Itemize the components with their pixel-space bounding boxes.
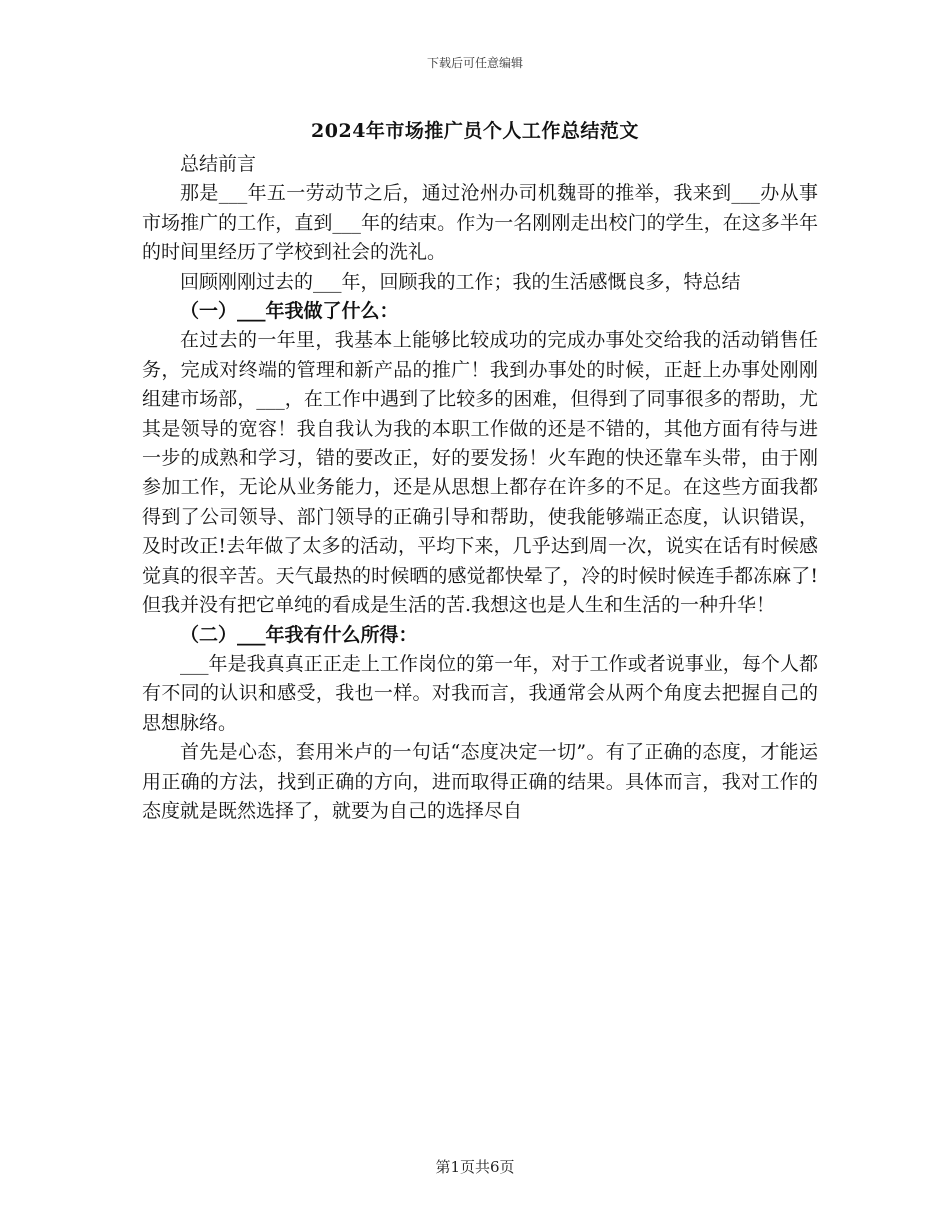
- paragraph-what-i-did: 在过去的一年里，我基本上能够比较成功的完成办事处交给我的活动销售任务，完成对终端的管理和新产品的推广！我到办事处的时候，正赶上办事处刚刚组建市场部，___，在工作中遇到了比较多的困难，但得到了同事很多的帮助，尤其是领导的宽容！我自我认为我的本职工作做的还是不错的，其他方面有待与进一步的成熟和学习，错的要改正，好的要发扬！火车跑的快还靠车头带，由于刚参加工作，无论从业务能力，还是从思想上都存在许多的不足。在这些方面我都得到了公司领导、部门领导的正确引导和帮助，使我能够端正态度，认识错误，及时改正!去年做了太多的活动，平均下来，几乎达到周一次，说实在话有时候感觉真的很辛苦。天气最热的时候晒的感觉都快晕了，冷的时候时候连手都冻麻了!但我并没有把它单纯的看成是生活的苦.我想这也是人生和生活的一种升华！: [142, 329, 818, 617]
- header-note: 下载后可任意编辑: [426, 56, 523, 70]
- section-heading-2: （二）___年我有什么所得：: [180, 623, 418, 646]
- document-title: 2024年市场推广员个人工作总结范文: [311, 120, 639, 142]
- paragraph-review: 回顾刚刚过去的___年，回顾我的工作；我的生活感慨良多，特总结: [180, 270, 741, 293]
- paragraph-gains: ___年是我真真正正走上工作岗位的第一年，对于工作或者说事业，每个人都有不同的认识和感受，我也一样。对我而言，我通常会从两个角度去把握自己的思想脉络。: [142, 652, 818, 734]
- page-footer: 第1页共6页: [435, 1158, 515, 1176]
- paragraph-preface: 总结前言: [180, 153, 257, 175]
- paragraph-intro: 那是___年五一劳动节之后，通过沧州办司机魏哥的推举，我来到___办从事市场推广的工作，直到___年的结束。作为一名刚刚走出校门的学生，在这多半年的时间里经历了学校到社会的洗礼。: [142, 182, 818, 264]
- document-body: [142, 150, 818, 826]
- section-heading-1: （一）___年我做了什么：: [180, 300, 399, 323]
- paragraph-attitude: 首先是心态，套用米卢的一句话“态度决定一切”。有了正确的态度，才能运用正确的方法，找到正确的方向，进而取得正确的结果。具体而言，我对工作的态度就是既然选择了，就要为自己的选择尽自: [142, 741, 818, 822]
